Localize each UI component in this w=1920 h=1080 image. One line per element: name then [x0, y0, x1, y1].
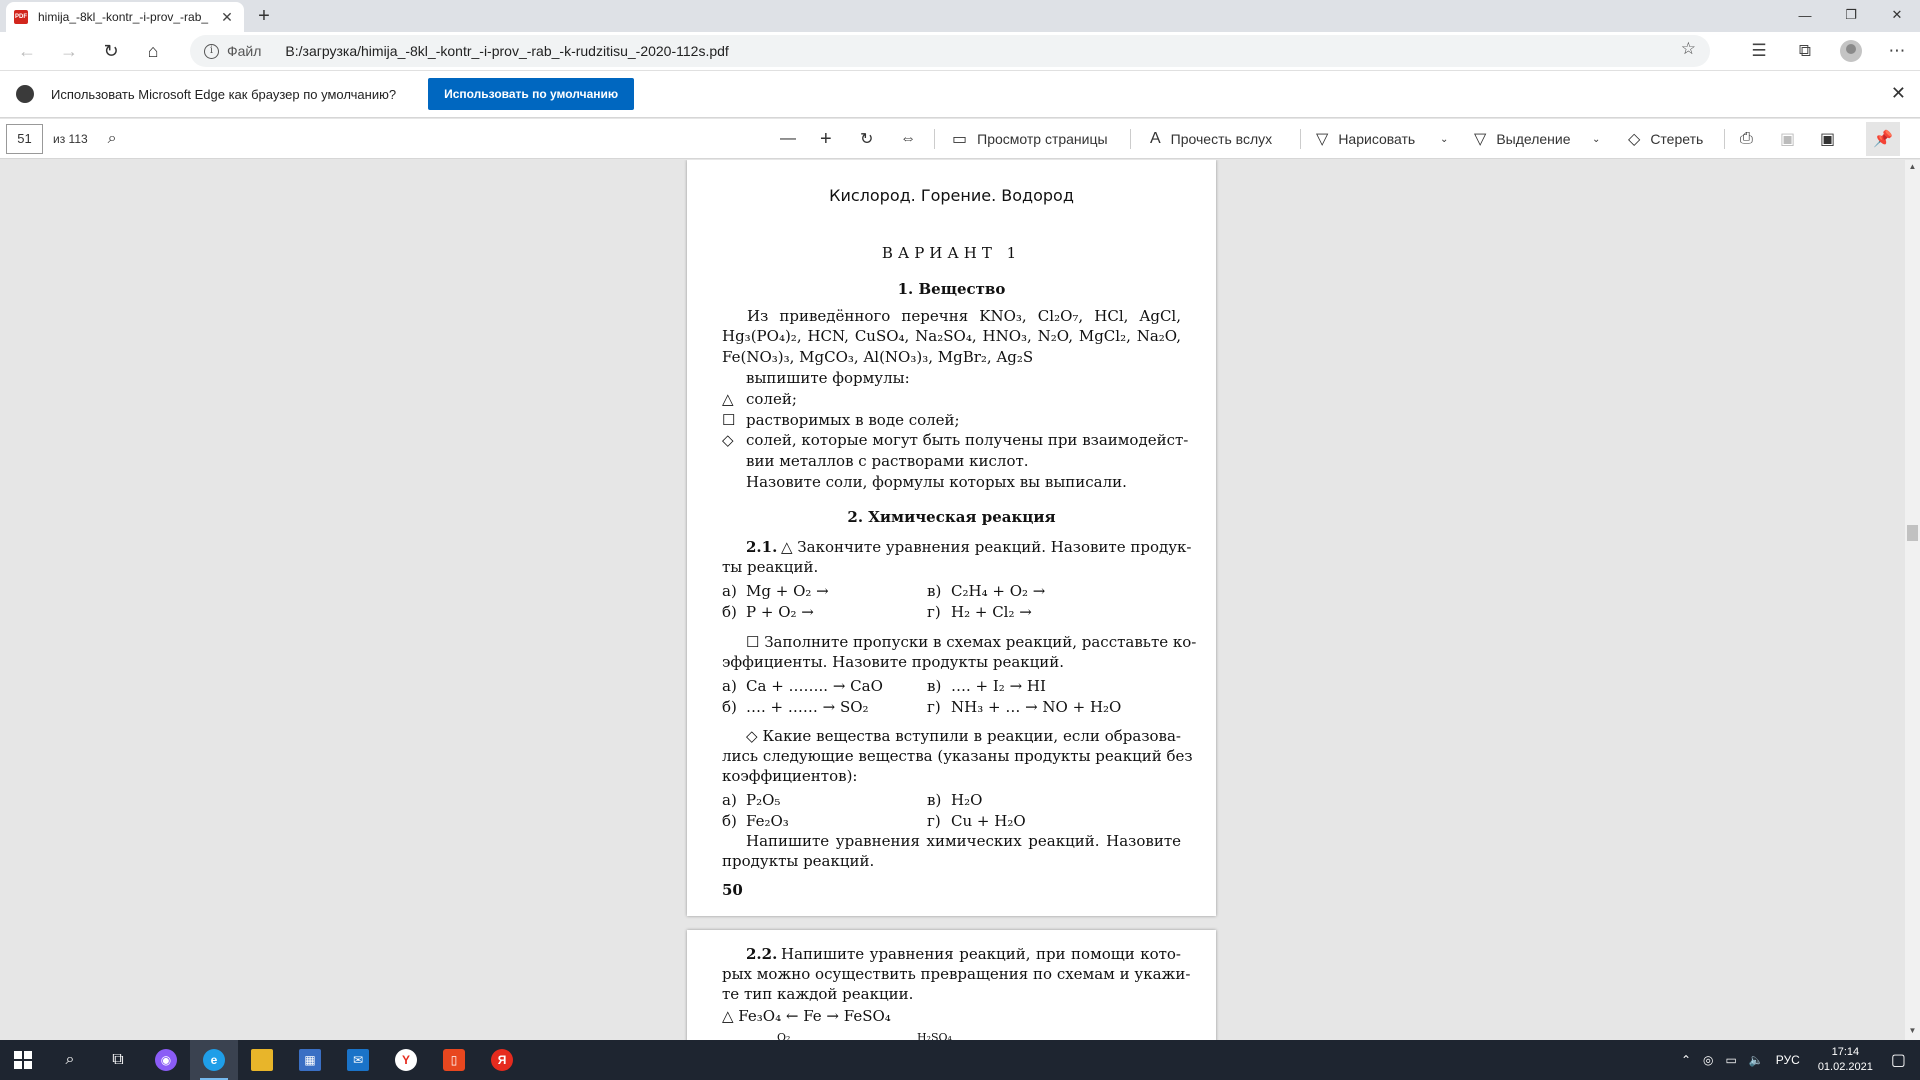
paragraph-line: Напишите уравнения химических реакций. Назовите [746, 832, 1181, 850]
page-number-input[interactable]: 51 [6, 124, 43, 154]
list-item: солей, которые могут быть получены при взаимодейст- [746, 431, 1189, 449]
reagent-label: H₂SO₄ [917, 1031, 952, 1040]
paragraph-line: продукты реакций. [722, 852, 875, 870]
item-label: в) [927, 582, 942, 600]
scheme: △ Fe₃O₄ ← Fe → FeSO₄ [722, 1007, 891, 1025]
tab-close-icon[interactable]: ✕ [221, 8, 233, 25]
zoom-in-button[interactable] [820, 119, 842, 159]
edge-taskbar-button[interactable] [190, 1040, 238, 1080]
paragraph-line: ☐ Заполните пропуски в схемах реакций, расставьте ко- [746, 633, 1197, 651]
clock[interactable] [1812, 1045, 1879, 1075]
draw-options-dropdown[interactable] [1440, 119, 1448, 159]
paragraph-line: рых можно осуществить превращения по схемам и укажи- [722, 965, 1191, 983]
folder-icon [251, 1049, 273, 1071]
url-text[interactable]: B:/загрузка/himija_-8kl_-kontr_-i-prov_-rab_-k-rudzitisu_-2020-112s.pdf [285, 43, 729, 59]
diamond-icon: ◇ [722, 431, 734, 449]
paragraph-line: △ Закончите уравнения реакций. Назовите продук- [781, 538, 1192, 556]
infobar-close-icon[interactable]: ✕ [1890, 83, 1906, 103]
print-icon: ⎙ [1740, 130, 1753, 147]
save-as-button[interactable] [1820, 119, 1845, 159]
paragraph-line: выпишите формулы: [746, 369, 910, 387]
close-window-button[interactable]: ✕ [1891, 7, 1903, 22]
tab-title: himija_-8kl_-kontr_-i-prov_-rab_ [38, 10, 209, 24]
scrollbar-thumb[interactable] [1907, 525, 1918, 541]
read-aloud-label: Прочесть вслух [1170, 131, 1273, 147]
item-label: г) [927, 812, 941, 830]
item-label: в) [927, 791, 942, 809]
equation: P + O₂ → [746, 603, 814, 621]
mail-icon: ✉ [347, 1049, 369, 1071]
page-view-label: Просмотр страницы [977, 131, 1108, 147]
paragraph-line: Назовите соли, формулы которых вы выписали. [746, 473, 1127, 491]
pdf-page [687, 930, 1216, 1040]
highlight-label: Выделение [1496, 131, 1571, 147]
set-default-button[interactable]: Использовать по умолчанию [428, 78, 634, 110]
paragraph-line: ты реакций. [722, 558, 819, 576]
read-aloud-icon: A [1150, 130, 1161, 147]
highlight-button[interactable] [1474, 119, 1571, 159]
item-label: б) [722, 603, 737, 621]
fit-page-button[interactable] [900, 119, 926, 159]
office-icon: ▯ [443, 1049, 465, 1071]
reagent-label: O₂ [777, 1031, 791, 1040]
save-icon: ▣ [1780, 131, 1796, 148]
list-item: растворимых в воде солей; [746, 411, 960, 429]
equation: …. + I₂ → HI [951, 677, 1046, 695]
page-view-button[interactable] [952, 119, 1108, 159]
paragraph-line: Из приведённого перечня KNO₃, Cl₂O₇, HCl, AgCl, [747, 307, 1181, 325]
camera-icon[interactable]: ◎ [1703, 1053, 1714, 1067]
favorites-icon[interactable]: ☰ [1751, 41, 1767, 60]
item-label: а) [722, 791, 737, 809]
avatar [1840, 40, 1862, 62]
section-heading: 2. Химическая реакция [847, 508, 1056, 526]
settings-more-icon[interactable]: ⋯ [1888, 41, 1906, 60]
page-number: 50 [722, 881, 743, 899]
paragraph-line: Напишите уравнения реакций, при помощи кото- [781, 945, 1181, 963]
paragraph-line: коэффициентов): [722, 767, 858, 785]
chevron-down-icon: ⌄ [1440, 133, 1449, 145]
file-explorer-button[interactable] [238, 1040, 286, 1080]
scroll-up-arrow[interactable]: ▲ [1908, 162, 1917, 171]
minus-icon: — [780, 130, 796, 147]
network-icon[interactable]: ▭ [1725, 1053, 1737, 1067]
start-button[interactable] [0, 1040, 46, 1080]
section-heading: 1. Вещество [897, 280, 1006, 298]
equation: H₂ + Cl₂ → [951, 603, 1032, 621]
triangle-icon: △ [722, 390, 734, 408]
equation: C₂H₄ + O₂ → [951, 582, 1046, 600]
item-label: б) [722, 812, 737, 830]
square-icon: ☐ [722, 411, 736, 429]
address-bar[interactable] [190, 35, 1710, 67]
active-tab[interactable] [6, 2, 244, 32]
tab-strip [0, 0, 1920, 32]
toolbar-divider [1724, 129, 1725, 149]
paragraph-line: те тип каждой реакции. [722, 985, 914, 1003]
item-label: а) [722, 677, 737, 695]
clock-time: 17:14 [1831, 1046, 1860, 1058]
task-number: 2.2. [746, 945, 778, 963]
search-icon: ⌕ [65, 1051, 75, 1068]
yandex-browser-button[interactable] [382, 1040, 430, 1080]
highlighter-icon: ▽ [1474, 131, 1487, 148]
vertical-scrollbar[interactable] [1905, 160, 1920, 1040]
clock-date: 01.02.2021 [1817, 1061, 1873, 1073]
save-button[interactable] [1780, 119, 1805, 159]
profile-button[interactable] [1828, 35, 1874, 67]
plus-icon: + [820, 127, 832, 150]
minimize-button[interactable]: — [1798, 7, 1812, 23]
default-browser-infobar [0, 70, 1920, 118]
equation: …. + …… → SO₂ [746, 698, 869, 716]
alice-icon: ◉ [155, 1049, 177, 1071]
eraser-icon: ◇ [1628, 131, 1641, 148]
url-scheme-label: Файл [227, 43, 262, 59]
home-button[interactable]: ⌂ [147, 40, 159, 61]
save-as-icon: ▣ [1820, 131, 1836, 148]
equation: Ca + …….. → CaO [746, 677, 883, 695]
formula: Fe₂O₃ [746, 812, 789, 830]
zoom-out-button[interactable] [780, 119, 806, 159]
equation: Mg + O₂ → [746, 582, 829, 600]
task-number: 2.1. [746, 538, 778, 556]
edge-logo-icon [16, 85, 34, 103]
formula: P₂O₅ [746, 791, 781, 809]
running-title: Кислород. Горение. Водород [829, 186, 1074, 205]
volume-icon[interactable]: 🔈 [1748, 1053, 1764, 1067]
formula: H₂O [951, 791, 983, 809]
item-label: г) [927, 603, 941, 621]
paragraph-line: лись следующие вещества (указаны продукты реакций без [722, 747, 1193, 765]
toolbar-divider [1300, 129, 1301, 149]
list-item: солей; [746, 390, 797, 408]
erase-button[interactable] [1628, 119, 1703, 159]
draw-label: Нарисовать [1338, 131, 1416, 147]
scroll-down-arrow[interactable]: ▼ [1908, 1026, 1917, 1035]
windows-taskbar [0, 1040, 1920, 1080]
page-view-icon: ▭ [952, 131, 968, 148]
paragraph-line: эффициенты. Назовите продукты реакций. [722, 653, 1065, 671]
read-aloud-button[interactable] [1150, 119, 1272, 159]
variant-heading: ВАРИАНТ 1 [881, 244, 1022, 262]
alice-assistant-button[interactable] [142, 1040, 190, 1080]
paragraph-line: Fe(NO₃)₃, MgCO₃, Al(NO₃)₃, MgBr₂, Ag₂S [722, 348, 1034, 366]
list-item: вии металлов с растворами кислот. [746, 452, 1029, 470]
pin-toolbar-button[interactable] [1866, 122, 1900, 156]
info-icon[interactable]: i [204, 44, 219, 59]
tray-overflow-chevron-icon[interactable]: ⌃ [1680, 1053, 1691, 1067]
toolbar-divider [934, 129, 935, 149]
draw-pen-icon: ▽ [1316, 131, 1329, 148]
pdf-page [687, 160, 1216, 916]
yandex-button[interactable] [478, 1040, 526, 1080]
draw-button[interactable] [1316, 119, 1415, 159]
store-button[interactable] [286, 1040, 334, 1080]
search-button[interactable] [46, 1040, 94, 1080]
new-tab-button[interactable]: + [258, 5, 270, 27]
pin-icon: 📌 [1873, 131, 1893, 148]
office-button[interactable] [430, 1040, 478, 1080]
yandex-icon: Я [491, 1049, 513, 1071]
notifications-icon[interactable]: ▢ [1890, 1052, 1906, 1069]
pdf-file-icon: PDF [14, 10, 28, 24]
mail-button[interactable] [334, 1040, 382, 1080]
item-label: б) [722, 698, 737, 716]
refresh-button[interactable]: ↻ [103, 40, 119, 61]
store-icon: ▦ [299, 1049, 321, 1071]
paragraph-line: ◇ Какие вещества вступили в реакции, если образова- [746, 727, 1181, 745]
erase-label: Стереть [1650, 131, 1704, 147]
search-icon[interactable]: ⌕ [107, 129, 117, 147]
browser-actions [1736, 35, 1920, 67]
item-label: г) [927, 698, 941, 716]
yandex-browser-icon: Y [395, 1049, 417, 1071]
rotate-button[interactable] [860, 119, 883, 159]
formula: Cu + H₂O [951, 812, 1026, 830]
collections-icon[interactable]: ⧉ [1798, 41, 1812, 60]
back-button[interactable]: ← [18, 40, 36, 61]
forward-button[interactable]: → [60, 40, 78, 61]
rotate-icon: ↻ [860, 131, 874, 148]
window-controls [1782, 0, 1920, 30]
restore-button[interactable]: ❐ [1845, 7, 1857, 22]
fit-page-icon: ⇔ [900, 130, 916, 147]
equation: NH₃ + … → NO + H₂O [951, 698, 1122, 716]
pdf-toolbar [0, 119, 1920, 159]
task-view-button[interactable] [94, 1040, 142, 1080]
navigation-bar [0, 32, 1920, 70]
page-total: из 113 [53, 131, 88, 146]
infobar-message: Использовать Microsoft Edge как браузер по умолчанию? [51, 86, 397, 102]
chevron-down-icon: ⌄ [1592, 133, 1601, 145]
favorite-star-icon[interactable]: ☆ [1680, 39, 1696, 58]
toolbar-divider [1130, 129, 1131, 149]
print-button[interactable] [1740, 119, 1763, 159]
item-label: в) [927, 677, 942, 695]
item-label: а) [722, 582, 737, 600]
input-language[interactable]: РУС [1775, 1053, 1800, 1067]
pdf-viewport [0, 160, 1920, 1040]
windows-logo-icon [14, 1051, 32, 1069]
paragraph-line: Hg₃(PO₄)₂, HCN, CuSO₄, Na₂SO₄, HNO₃, N₂O, MgCl₂, Na₂O, [722, 327, 1181, 345]
task-view-icon: ⧉ [112, 1051, 124, 1068]
system-tray [1675, 1040, 1920, 1080]
edge-icon: e [203, 1049, 225, 1071]
highlight-options-dropdown[interactable] [1592, 119, 1600, 159]
